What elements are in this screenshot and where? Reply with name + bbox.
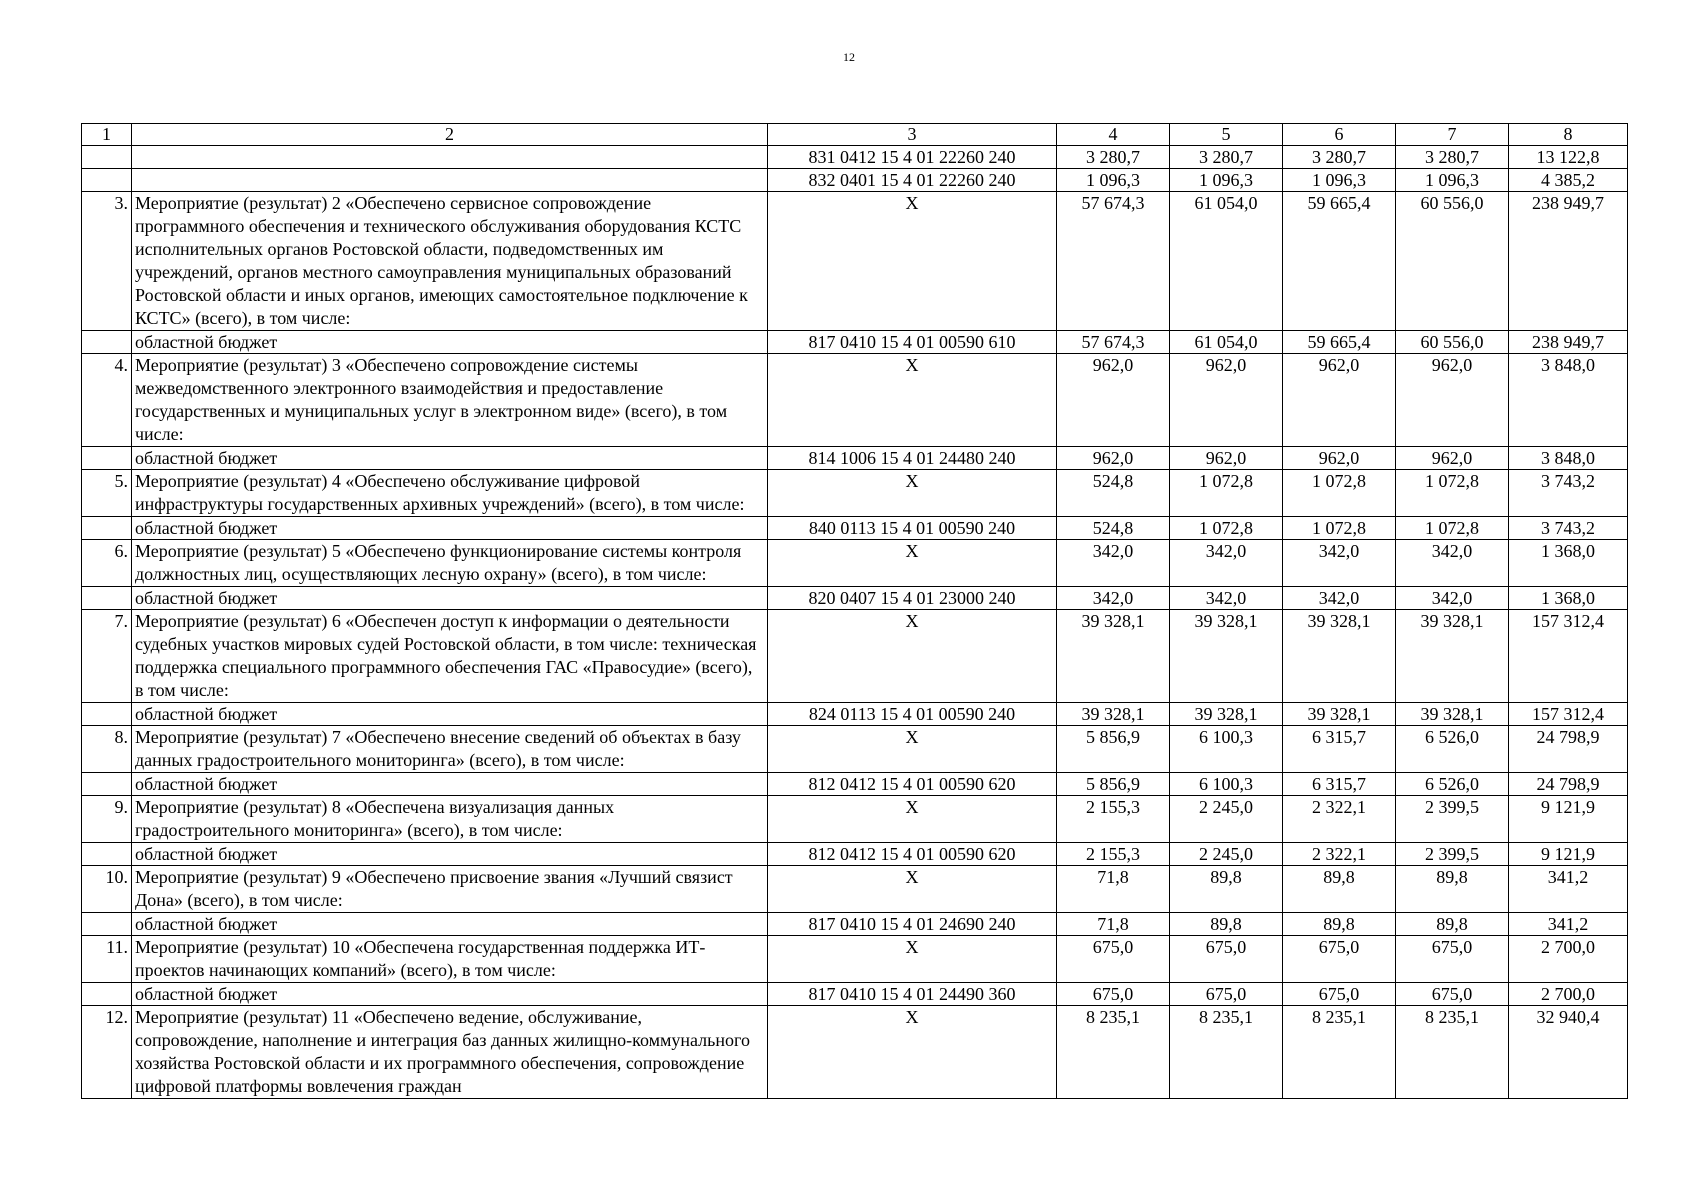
value-cell: 89,8 — [1396, 866, 1509, 913]
value-cell: 6 100,3 — [1170, 773, 1283, 796]
value-cell: 342,0 — [1396, 587, 1509, 610]
budget-code: Х — [768, 1006, 1057, 1099]
value-cell: 60 556,0 — [1396, 192, 1509, 331]
budget-code: Х — [768, 866, 1057, 913]
value-cell: 5 856,9 — [1057, 773, 1170, 796]
row-name: Мероприятие (результат) 4 «Обеспечено обслуживание цифровой инфраструктуры государственных архивных учреждений» (всего), в том числе: — [132, 470, 768, 517]
value-cell: 3 280,7 — [1170, 146, 1283, 169]
row-name: Мероприятие (результат) 9 «Обеспечено присвоение звания «Лучший связист Дона» (всего), в том числе: — [132, 866, 768, 913]
value-cell: 2 700,0 — [1509, 983, 1628, 1006]
value-cell: 1 096,3 — [1057, 169, 1170, 192]
value-cell: 3 280,7 — [1057, 146, 1170, 169]
value-cell: 2 322,1 — [1283, 796, 1396, 843]
row-number: 9. — [82, 796, 132, 843]
row-name: Мероприятие (результат) 6 «Обеспечен доступ к информации о деятельности судебных участков мировых судей Ростовской области, в том числе: техническая поддержка специального программного обеспечения ГАС «Правосудие» (всего), в том числе: — [132, 610, 768, 703]
budget-code: Х — [768, 936, 1057, 983]
value-cell: 6 100,3 — [1170, 726, 1283, 773]
table-subrow — [82, 517, 1628, 540]
table-subrow — [82, 146, 1628, 169]
value-cell: 8 235,1 — [1057, 1006, 1170, 1099]
value-cell: 61 054,0 — [1170, 192, 1283, 331]
value-cell: 8 235,1 — [1283, 1006, 1396, 1099]
value-cell: 675,0 — [1283, 983, 1396, 1006]
value-cell: 1 072,8 — [1170, 470, 1283, 517]
row-number — [82, 913, 132, 936]
header-row — [82, 124, 1628, 146]
table-body — [82, 146, 1628, 1099]
value-cell: 89,8 — [1283, 913, 1396, 936]
header-cell: 6 — [1283, 124, 1396, 146]
value-cell: 4 385,2 — [1509, 169, 1628, 192]
value-cell: 1 072,8 — [1396, 470, 1509, 517]
value-cell: 32 940,4 — [1509, 1006, 1628, 1099]
table-row — [82, 192, 1628, 331]
row-name: Мероприятие (результат) 2 «Обеспечено сервисное сопровождение программного обеспечения и технического обслуживания оборудования КСТС исполнительных органов Ростовской области, подведомственных им учреждений, органов местного самоуправления муниципальных образований Ростовской области и иных органов, имеющих самостоятельное подключение к КСТС» (всего), в том числе: — [132, 192, 768, 331]
table-subrow — [82, 587, 1628, 610]
header-cell: 1 — [82, 124, 132, 146]
budget-code: Х — [768, 726, 1057, 773]
value-cell: 342,0 — [1057, 587, 1170, 610]
page-number: 12 — [843, 50, 855, 64]
budget-code: Х — [768, 192, 1057, 331]
value-cell: 3 280,7 — [1283, 146, 1396, 169]
table-row — [82, 796, 1628, 843]
value-cell: 342,0 — [1170, 587, 1283, 610]
row-number — [82, 587, 132, 610]
row-number: 3. — [82, 192, 132, 331]
value-cell: 2 322,1 — [1283, 843, 1396, 866]
value-cell: 1 096,3 — [1396, 169, 1509, 192]
value-cell: 675,0 — [1170, 983, 1283, 1006]
row-name: областной бюджет — [132, 517, 768, 540]
value-cell: 342,0 — [1396, 540, 1509, 587]
budget-code: 840 0113 15 4 01 00590 240 — [768, 517, 1057, 540]
value-cell: 57 674,3 — [1057, 192, 1170, 331]
value-cell: 342,0 — [1283, 587, 1396, 610]
value-cell: 39 328,1 — [1396, 703, 1509, 726]
table-subrow — [82, 843, 1628, 866]
value-cell: 157 312,4 — [1509, 610, 1628, 703]
value-cell: 238 949,7 — [1509, 331, 1628, 354]
table-subrow — [82, 913, 1628, 936]
header-cell: 8 — [1509, 124, 1628, 146]
value-cell: 2 245,0 — [1170, 843, 1283, 866]
table-row — [82, 936, 1628, 983]
value-cell: 341,2 — [1509, 866, 1628, 913]
row-name: областной бюджет — [132, 331, 768, 354]
table-subrow — [82, 703, 1628, 726]
value-cell: 157 312,4 — [1509, 703, 1628, 726]
value-cell: 675,0 — [1057, 936, 1170, 983]
value-cell: 962,0 — [1396, 354, 1509, 447]
value-cell: 59 665,4 — [1283, 192, 1396, 331]
row-number — [82, 703, 132, 726]
table-row — [82, 1006, 1628, 1099]
value-cell: 1 368,0 — [1509, 587, 1628, 610]
budget-code: Х — [768, 610, 1057, 703]
value-cell: 962,0 — [1170, 354, 1283, 447]
value-cell: 962,0 — [1057, 354, 1170, 447]
value-cell: 1 368,0 — [1509, 540, 1628, 587]
value-cell: 3 848,0 — [1509, 447, 1628, 470]
row-name: Мероприятие (результат) 10 «Обеспечена государственная поддержка ИТ-проектов начинающих компаний» (всего), в том числе: — [132, 936, 768, 983]
value-cell: 962,0 — [1396, 447, 1509, 470]
budget-code: Х — [768, 796, 1057, 843]
value-cell: 342,0 — [1170, 540, 1283, 587]
table-subrow — [82, 169, 1628, 192]
value-cell: 2 399,5 — [1396, 843, 1509, 866]
row-number: 6. — [82, 540, 132, 587]
value-cell: 675,0 — [1170, 936, 1283, 983]
row-name: областной бюджет — [132, 843, 768, 866]
value-cell: 2 155,3 — [1057, 796, 1170, 843]
row-name: областной бюджет — [132, 447, 768, 470]
value-cell: 2 155,3 — [1057, 843, 1170, 866]
value-cell: 57 674,3 — [1057, 331, 1170, 354]
value-cell: 9 121,9 — [1509, 796, 1628, 843]
row-number: 5. — [82, 470, 132, 517]
table-row — [82, 726, 1628, 773]
table-row — [82, 866, 1628, 913]
row-number — [82, 983, 132, 1006]
value-cell: 675,0 — [1396, 936, 1509, 983]
value-cell: 89,8 — [1283, 866, 1396, 913]
value-cell: 524,8 — [1057, 470, 1170, 517]
header-cell: 2 — [132, 124, 768, 146]
value-cell: 60 556,0 — [1396, 331, 1509, 354]
value-cell: 5 856,9 — [1057, 726, 1170, 773]
row-name: областной бюджет — [132, 913, 768, 936]
table-row — [82, 540, 1628, 587]
value-cell: 89,8 — [1396, 913, 1509, 936]
value-cell: 1 096,3 — [1283, 169, 1396, 192]
value-cell: 962,0 — [1283, 354, 1396, 447]
budget-table — [81, 123, 1628, 1099]
value-cell: 2 700,0 — [1509, 936, 1628, 983]
row-number — [82, 146, 132, 169]
budget-code: 817 0410 15 4 01 00590 610 — [768, 331, 1057, 354]
value-cell: 39 328,1 — [1170, 610, 1283, 703]
budget-code: 817 0410 15 4 01 24490 360 — [768, 983, 1057, 1006]
table-row — [82, 354, 1628, 447]
budget-code: 814 1006 15 4 01 24480 240 — [768, 447, 1057, 470]
row-number — [82, 331, 132, 354]
budget-code: 832 0401 15 4 01 22260 240 — [768, 169, 1057, 192]
row-number: 11. — [82, 936, 132, 983]
row-name: Мероприятие (результат) 3 «Обеспечено сопровождение системы межведомственного электронного взаимодействия и предоставление государственных и муниципальных услуг в электронном виде» (всего), в том числе: — [132, 354, 768, 447]
table-subrow — [82, 773, 1628, 796]
row-number: 4. — [82, 354, 132, 447]
budget-code: 824 0113 15 4 01 00590 240 — [768, 703, 1057, 726]
value-cell: 13 122,8 — [1509, 146, 1628, 169]
value-cell: 238 949,7 — [1509, 192, 1628, 331]
value-cell: 962,0 — [1170, 447, 1283, 470]
value-cell: 3 743,2 — [1509, 517, 1628, 540]
row-number: 12. — [82, 1006, 132, 1099]
value-cell: 89,8 — [1170, 866, 1283, 913]
value-cell: 962,0 — [1283, 447, 1396, 470]
value-cell: 962,0 — [1057, 447, 1170, 470]
budget-code: 812 0412 15 4 01 00590 620 — [768, 843, 1057, 866]
value-cell: 39 328,1 — [1057, 703, 1170, 726]
header-cell: 7 — [1396, 124, 1509, 146]
table-subrow — [82, 447, 1628, 470]
row-number — [82, 843, 132, 866]
budget-code: Х — [768, 470, 1057, 517]
value-cell: 675,0 — [1283, 936, 1396, 983]
value-cell: 71,8 — [1057, 866, 1170, 913]
row-number — [82, 447, 132, 470]
value-cell: 8 235,1 — [1170, 1006, 1283, 1099]
header-cell: 3 — [768, 124, 1057, 146]
value-cell: 675,0 — [1396, 983, 1509, 1006]
table-row — [82, 470, 1628, 517]
value-cell: 1 072,8 — [1283, 470, 1396, 517]
value-cell: 2 245,0 — [1170, 796, 1283, 843]
budget-code: 831 0412 15 4 01 22260 240 — [768, 146, 1057, 169]
row-name — [132, 169, 768, 192]
value-cell: 524,8 — [1057, 517, 1170, 540]
header-cell: 5 — [1170, 124, 1283, 146]
row-number — [82, 517, 132, 540]
row-name — [132, 146, 768, 169]
value-cell: 342,0 — [1283, 540, 1396, 587]
value-cell: 6 315,7 — [1283, 773, 1396, 796]
row-name: областной бюджет — [132, 587, 768, 610]
row-name: Мероприятие (результат) 8 «Обеспечена визуализация данных градостроительного мониторинга» (всего), в том числе: — [132, 796, 768, 843]
value-cell: 1 096,3 — [1170, 169, 1283, 192]
value-cell: 1 072,8 — [1283, 517, 1396, 540]
value-cell: 61 054,0 — [1170, 331, 1283, 354]
value-cell: 1 072,8 — [1396, 517, 1509, 540]
value-cell: 6 526,0 — [1396, 726, 1509, 773]
header-cell: 4 — [1057, 124, 1170, 146]
row-number: 10. — [82, 866, 132, 913]
table-subrow — [82, 331, 1628, 354]
value-cell: 24 798,9 — [1509, 773, 1628, 796]
row-number: 8. — [82, 726, 132, 773]
value-cell: 39 328,1 — [1283, 610, 1396, 703]
table-row — [82, 610, 1628, 703]
value-cell: 675,0 — [1057, 983, 1170, 1006]
value-cell: 341,2 — [1509, 913, 1628, 936]
value-cell: 6 526,0 — [1396, 773, 1509, 796]
value-cell: 89,8 — [1170, 913, 1283, 936]
value-cell: 2 399,5 — [1396, 796, 1509, 843]
budget-code: Х — [768, 540, 1057, 587]
value-cell: 3 848,0 — [1509, 354, 1628, 447]
row-number — [82, 773, 132, 796]
value-cell: 24 798,9 — [1509, 726, 1628, 773]
value-cell: 39 328,1 — [1396, 610, 1509, 703]
value-cell: 1 072,8 — [1170, 517, 1283, 540]
value-cell: 9 121,9 — [1509, 843, 1628, 866]
value-cell: 59 665,4 — [1283, 331, 1396, 354]
value-cell: 39 328,1 — [1057, 610, 1170, 703]
budget-code: Х — [768, 354, 1057, 447]
row-name: Мероприятие (результат) 7 «Обеспечено внесение сведений об объектах в базу данных градостроительного мониторинга» (всего), в том числе: — [132, 726, 768, 773]
budget-code: 812 0412 15 4 01 00590 620 — [768, 773, 1057, 796]
value-cell: 3 743,2 — [1509, 470, 1628, 517]
value-cell: 39 328,1 — [1283, 703, 1396, 726]
row-number — [82, 169, 132, 192]
row-name: областной бюджет — [132, 773, 768, 796]
value-cell: 3 280,7 — [1396, 146, 1509, 169]
budget-code: 820 0407 15 4 01 23000 240 — [768, 587, 1057, 610]
row-name: областной бюджет — [132, 983, 768, 1006]
row-name: областной бюджет — [132, 703, 768, 726]
value-cell: 6 315,7 — [1283, 726, 1396, 773]
value-cell: 342,0 — [1057, 540, 1170, 587]
table-subrow — [82, 983, 1628, 1006]
row-name: Мероприятие (результат) 11 «Обеспечено ведение, обслуживание, сопровождение, наполнение и интеграция баз данных жилищно-коммунального хозяйства Ростовской области и их программного обеспечения, сопровождение цифровой платформы вовлечения граждан — [132, 1006, 768, 1099]
value-cell: 71,8 — [1057, 913, 1170, 936]
row-name: Мероприятие (результат) 5 «Обеспечено функционирование системы контроля должностных лиц, осуществляющих лесную охрану» (всего), в том числе: — [132, 540, 768, 587]
budget-code: 817 0410 15 4 01 24690 240 — [768, 913, 1057, 936]
row-number: 7. — [82, 610, 132, 703]
value-cell: 8 235,1 — [1396, 1006, 1509, 1099]
value-cell: 39 328,1 — [1170, 703, 1283, 726]
